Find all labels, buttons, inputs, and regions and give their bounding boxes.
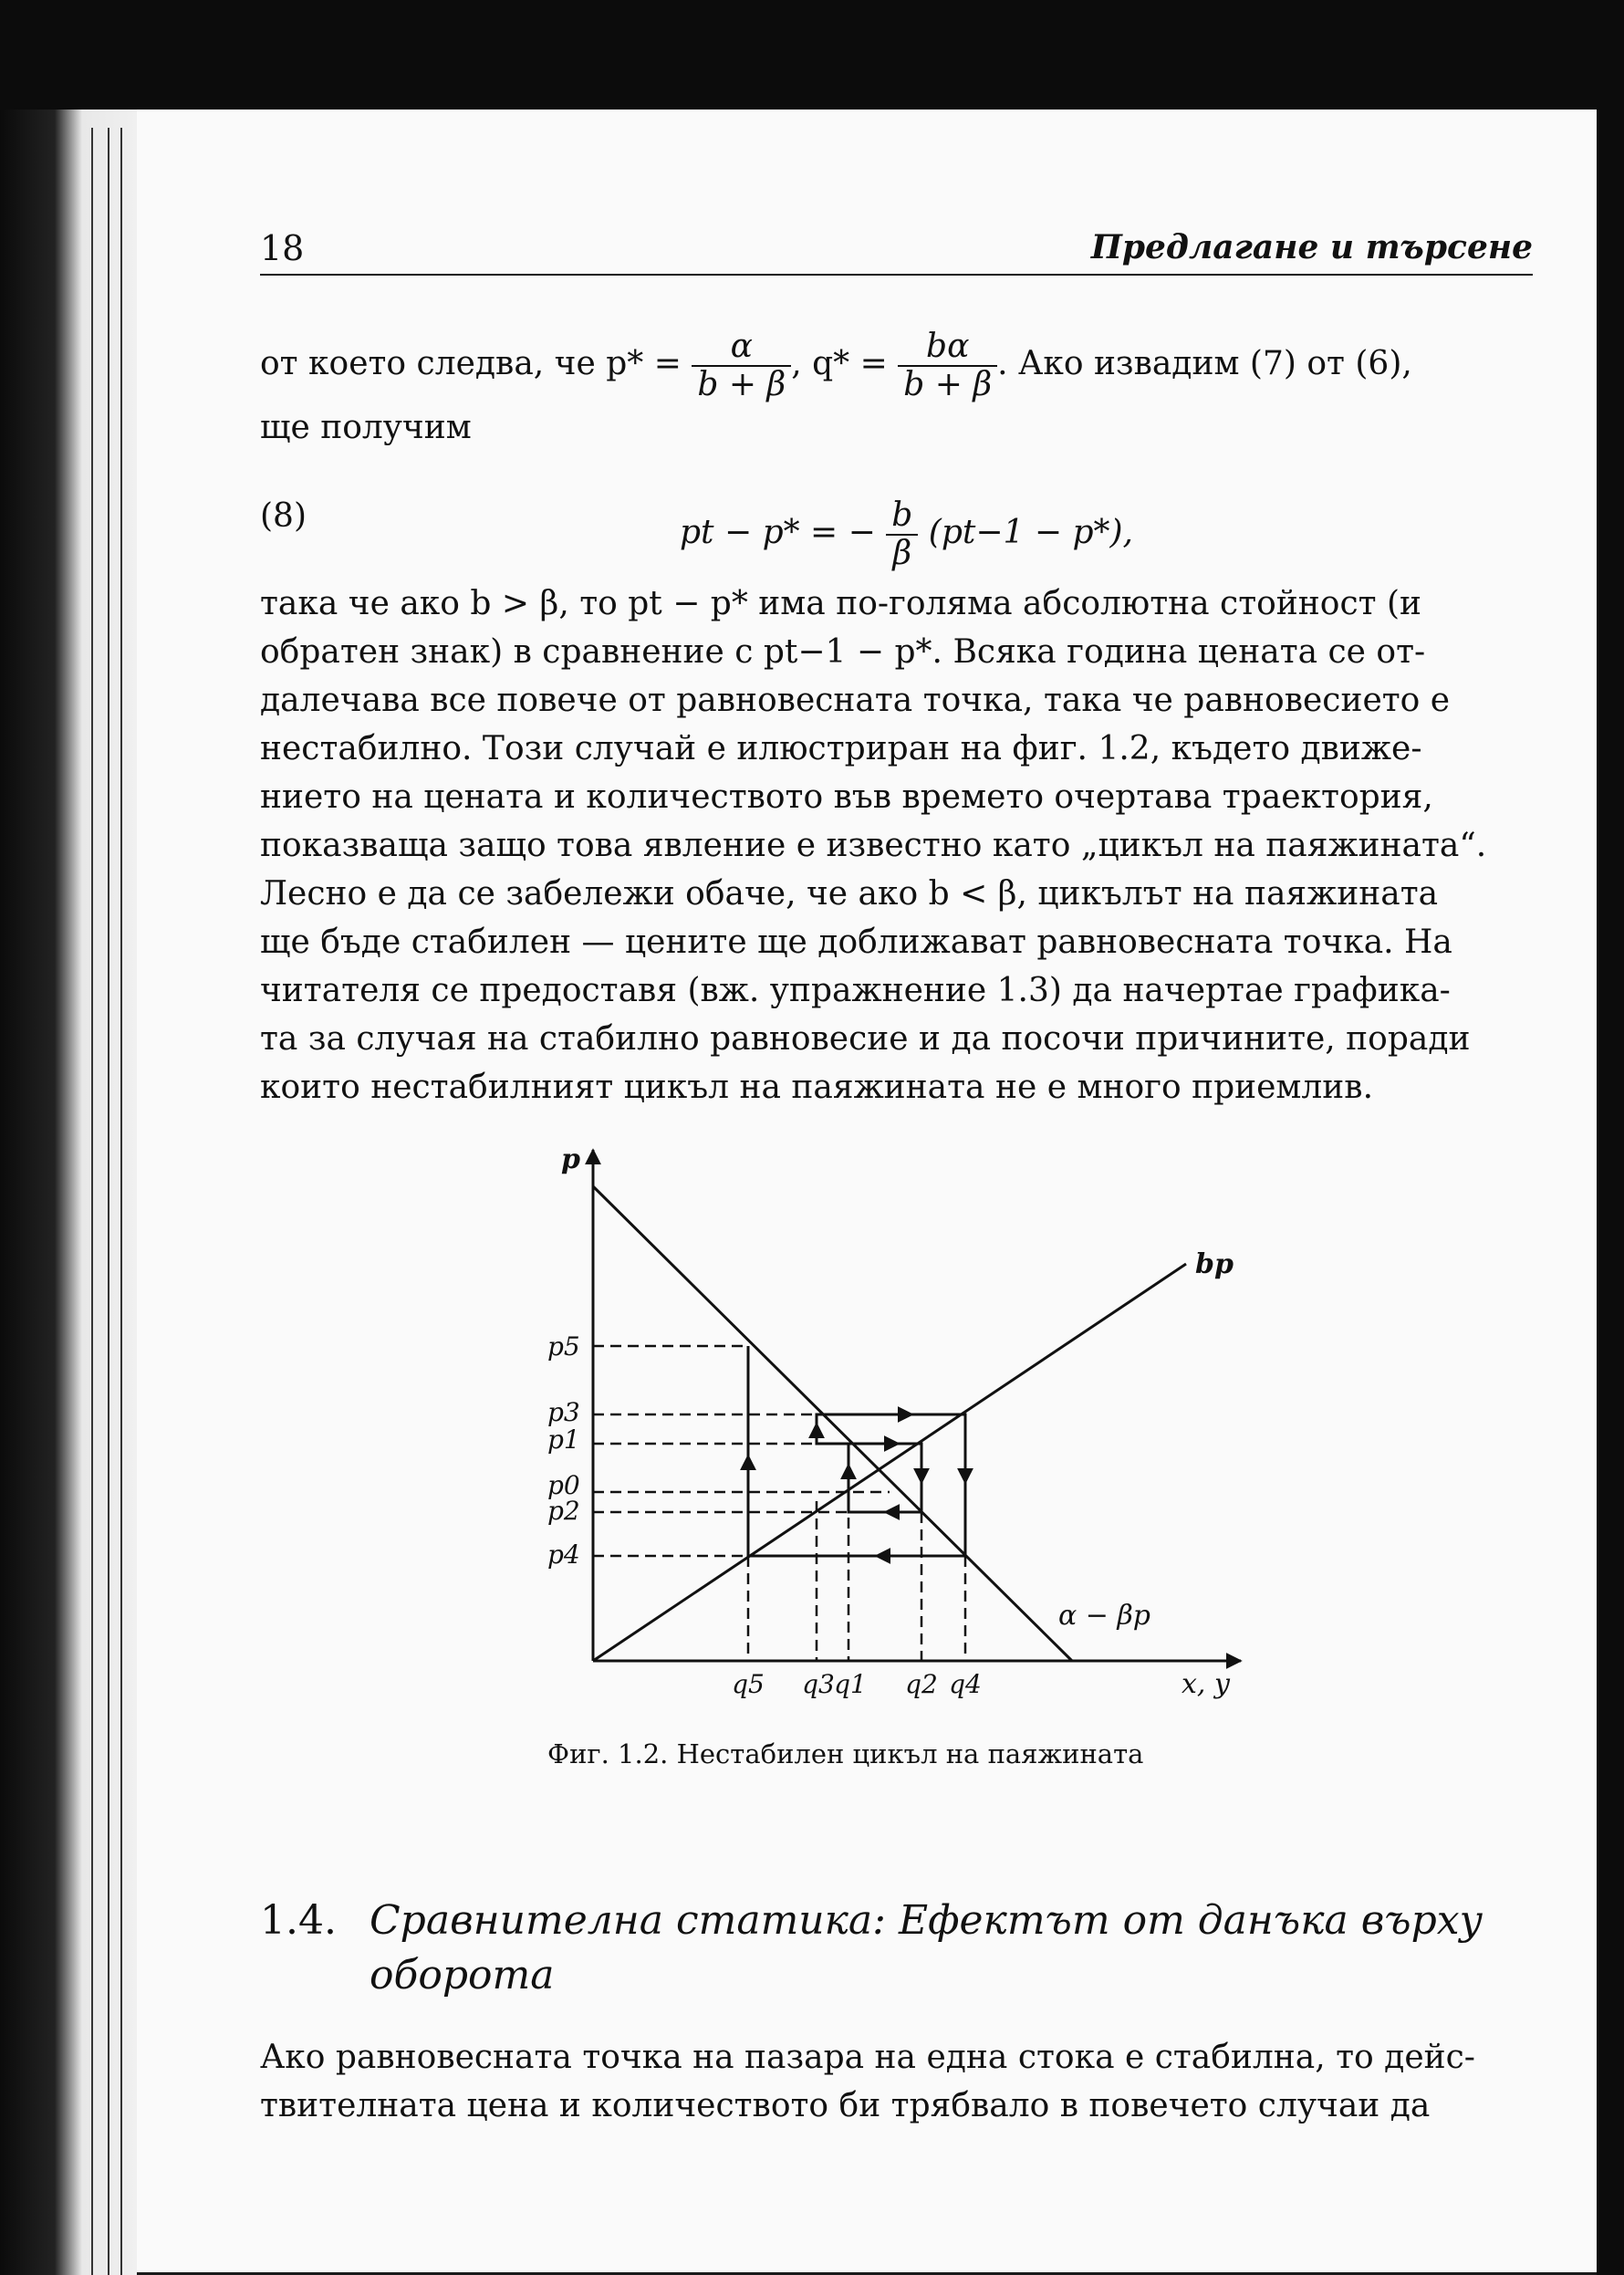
paragraph-line: твителната цена и количеството би трябвало в повечето случаи да xyxy=(260,2087,1431,2124)
quantity-label: q3 xyxy=(802,1669,835,1699)
quantity-label: q1 xyxy=(834,1669,867,1699)
paragraph-line: ще бъде стабилен — цените ще доближават равновесната точка. На xyxy=(260,924,1452,961)
spine-line xyxy=(108,128,109,2275)
intro-mid: , q* = xyxy=(791,345,888,382)
spine-line xyxy=(120,128,122,2275)
fraction-denominator: b + β xyxy=(697,366,786,403)
fraction-numerator: α xyxy=(692,329,791,367)
quantity-label: q4 xyxy=(949,1669,982,1699)
demand-line xyxy=(593,1186,1072,1661)
header-rule xyxy=(260,274,1533,276)
intro-prefix: от което следва, че p* = xyxy=(260,345,682,382)
paragraph-line: нестабилно. Този случай е илюстриран на фиг. 1.2, където движе- xyxy=(260,730,1422,767)
equation-fraction xyxy=(886,497,918,572)
paragraph-line: читателя се предоставя (вж. упражнение 1.3) да начертае графика- xyxy=(260,972,1451,1009)
closing-paragraph xyxy=(260,2033,1533,2130)
price-label: p4 xyxy=(547,1539,580,1570)
supply-label: bp xyxy=(1195,1248,1234,1280)
section-title: Сравнителна статика: Ефектът от данъка върху оборота xyxy=(370,1897,1483,1998)
equation-lhs: pt − p* = − xyxy=(680,514,876,551)
main-paragraph xyxy=(260,579,1533,1111)
paragraph-line: обратен знак) в сравнение с pt−1 − p*. Всяка година цената се от- xyxy=(260,633,1426,671)
price-label: p3 xyxy=(547,1397,580,1427)
price-label: p5 xyxy=(547,1331,580,1362)
paragraph-line: та за случая на стабилно равновесие и да посочи причините, поради xyxy=(260,1020,1471,1058)
equation-rhs: (pt−1 − p*), xyxy=(928,514,1133,551)
intro-suffix: . Ако извадим (7) от (6), xyxy=(997,345,1412,382)
fraction-denominator: b + β xyxy=(903,366,993,403)
scan-top-border xyxy=(0,0,1624,110)
equation-8 xyxy=(260,488,1533,572)
fraction-q-star xyxy=(898,329,997,403)
fraction-numerator: bα xyxy=(898,329,997,367)
price-label: p0 xyxy=(547,1470,580,1500)
spine-line xyxy=(91,128,93,2275)
price-label: p2 xyxy=(547,1496,580,1526)
quantity-label: q5 xyxy=(732,1669,765,1699)
paragraph-line: далечава все повече от равновесната точка, така че равновесието е xyxy=(260,682,1451,719)
x-axis-label: x, y xyxy=(1182,1668,1230,1700)
page-number: 18 xyxy=(260,228,305,268)
cobweb-diagram xyxy=(529,1136,1259,1729)
y-axis-label: p xyxy=(561,1143,580,1175)
equation-number: (8) xyxy=(260,497,307,535)
paragraph-line: така че ако b > β, то pt − p* има по-голяма абсолютна стойност (и xyxy=(260,585,1422,622)
quantity-label: q2 xyxy=(905,1669,938,1699)
fraction-numerator: b xyxy=(886,497,918,536)
section-number: 1.4. xyxy=(260,1897,337,1944)
paragraph-line: показваща защо това явление е известно като „цикъл на паяжината“. xyxy=(260,827,1487,864)
equation-body xyxy=(680,497,1133,572)
paragraph-line: нието на цената и количеството във времето очертава траектория, xyxy=(260,778,1433,816)
fraction-denominator: β xyxy=(892,535,912,572)
intro-line-2: ще получим xyxy=(260,409,472,446)
price-label: p1 xyxy=(547,1424,580,1455)
scan-right-border xyxy=(1597,0,1624,2275)
running-title: Предлагане и търсене xyxy=(1090,228,1533,266)
paragraph-line: Ако равновесната точка на пазара на една стока е стабилна, то дейс- xyxy=(260,2039,1475,2076)
fraction-p-star xyxy=(692,329,791,403)
paragraph-line: които нестабилният цикъл на паяжината не е много приемлив. xyxy=(260,1069,1374,1106)
book-spine-shadow xyxy=(0,110,137,2275)
demand-label: α − βp xyxy=(1058,1600,1151,1632)
figure-caption: Фиг. 1.2. Нестабилен цикъл на паяжината xyxy=(547,1738,1144,1769)
intro-text xyxy=(260,329,1533,452)
intro-line-1 xyxy=(260,329,1533,403)
paragraph-line: Лесно е да се забележи обаче, че ако b < β, цикълът на паяжината xyxy=(260,875,1439,913)
